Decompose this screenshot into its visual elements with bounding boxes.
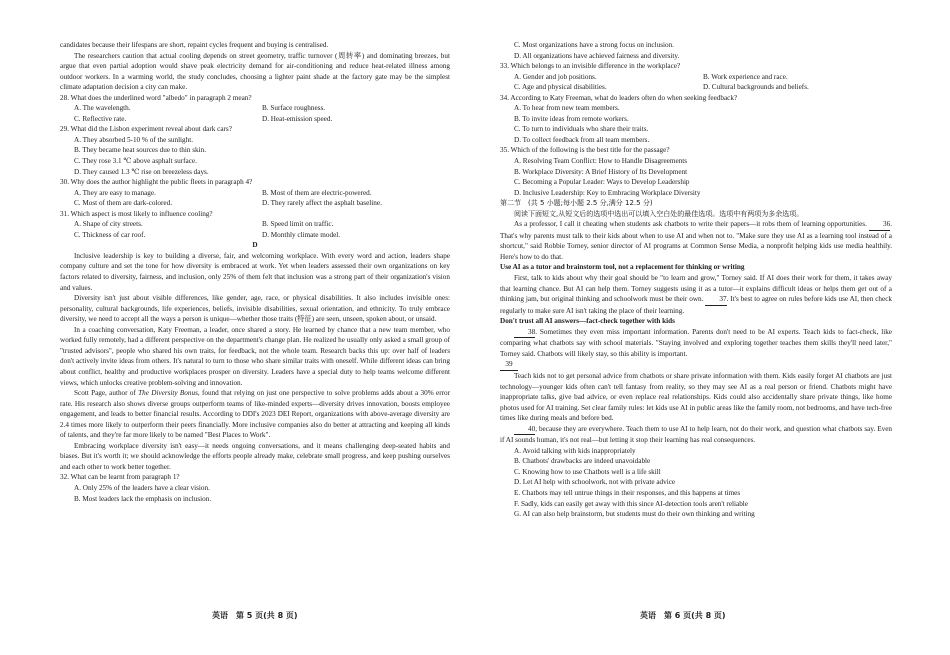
option-a: A. Shape of city streets. (74, 220, 143, 229)
question-stem: 29. What did the Lisbon experiment reveal about dark cars? (60, 125, 232, 134)
paragraph: Embracing workplace diversity isn't easy—it needs ongoing conversations, and it means challenging deep-seated habits and biases. But it's worth it; we should acknowledge the efforts people already make, celebrate small progress, and keep pushing ourselves and each other to work better together. (60, 441, 450, 471)
paragraph: The researchers caution that actual cooling depends on street geometry, traffic turnover (周转率) and dominating breezes, but argue that even partial adoption would shave peak electricity demand for air-conditioning and reduce heat-related illness among outdoor workers. In a warming world, the study concludes, choosing a lighter paint shade at the factory gate may be the simplest climate adaptation decision a city can make. (60, 51, 450, 92)
paragraph: candidates because their lifespans are short, repaint cycles frequent and buying is centralised. (60, 41, 329, 49)
blank-39-line (500, 359, 892, 371)
option-item: G. AI can also help brainstorm, but students must do their own thinking and writing (514, 510, 755, 519)
option-d: D. They rarely affect the asphalt baseline. (262, 199, 382, 208)
question-stem: 35. Which of the following is the best title for the passage? (500, 146, 670, 155)
option-c: C. Reflective rate. (74, 114, 127, 123)
right-column (500, 40, 892, 520)
paragraph: Teach kids not to get personal advice from chatbots or share private information with them. Kids easily forget AI chatbots are just technology—younger kids often can't tell fantasy from reality, so they may see AI as a real person or friend. Chatbots might have inappropriate talks, give bad advice, or even replace real relationships. Kids could also accidentally share private things, like home photos used for AI training. Set clear family rules: let kids use AI in public areas like the family room, not bedrooms, and have tech-free times like during meals and before bed. (500, 371, 892, 423)
question-stem: 28. What does the underlined word "albedo" in paragraph 2 mean? (60, 93, 252, 102)
options-list (500, 446, 892, 520)
paragraph (500, 273, 892, 316)
option-b: B. Most leaders lack the emphasis on inclusion. (74, 494, 212, 503)
question-28 (60, 93, 450, 125)
option-d: D. Cultural backgrounds and beliefs. (703, 83, 809, 92)
section-heading-d: D (252, 241, 258, 250)
question-stem: 33. Which belongs to an invisible difference in the workplace? (500, 62, 681, 71)
option-a: A. The wavelength. (74, 104, 131, 113)
option-a: A. They are easy to manage. (74, 188, 156, 197)
option-b: B. Work experience and race. (703, 72, 788, 81)
option-a: A. Resolving Team Conflict: How to Handle Disagreements (514, 157, 688, 166)
paragraph (500, 327, 892, 360)
text-run: First, talk to kids about why their goal should be "to learn and grow," Torney said. If AI does their work for them, it takes away that learning chance. But AI can help them. Torney suggests using it as a tutor—it explains difficult ideas or helps them get out of a thinking jam, but original thinking and schoolwork must be their own. (500, 274, 892, 304)
blank-38: 38 (514, 327, 535, 339)
option-c: C. To turn to individuals who share their traits. (514, 125, 649, 134)
blank-40: 40 (514, 424, 535, 436)
question-29 (60, 124, 450, 177)
text-run: . It's best to agree on rules before kids use AI, then check regularly to make sure AI isn't taking the place of their learning. (500, 295, 893, 315)
page-footer-left: 英语 第 5 页(共 8 页) (212, 611, 298, 620)
book-title: The Diversity Bonus (138, 389, 198, 398)
question-35 (500, 145, 892, 198)
page-footer-right: 英语 第 6 页(共 8 页) (640, 611, 726, 620)
question-34 (500, 93, 892, 146)
paragraph (60, 388, 450, 441)
option-d: D. Inclusive Leadership: Key to Embracing Workplace Diversity (514, 188, 701, 197)
option-item: A. Avoid talking with kids inappropriately (514, 446, 636, 455)
paragraph: In a coaching conversation, Katy Freeman, a leader, once shared a story. He learned by chance that a new team member, who worked fully remotely, had a different perspective on the department's change plan. He realized he usually only asked a small group of "trusted advisors", people who shared his own traits, for feedback, not the whole team. Research backs this up: over half of leaders don't actively invite ideas from others. It's natural to turn to those who share similar traits with oneself. While different ideas can bring about conflict, healthy and productive workplaces prosper on diversity. Leaders have a special duty to help teams welcome different views, which unlocks creative problem-solving and innovation. (60, 325, 450, 387)
option-c: C. Becoming a Popular Leader: Ways to Develop Leadership (514, 178, 690, 187)
option-b: B. Most of them are electric-powered. (262, 188, 372, 197)
option-a: A. Only 25% of the leaders have a clear vision. (74, 483, 210, 492)
option-item: C. Knowing how to use Chatbots well is a life skill (514, 467, 661, 476)
option-d: D. To collect feedback from all team members. (514, 135, 650, 144)
option-b: B. Workplace Diversity: A Brief History of Its Development (514, 167, 688, 176)
option-b: B. Speed limit on traffic. (262, 220, 334, 229)
text-run: As a professor, I call it cheating when students ask chatbots to write their papers—it robs them of learning opportunities. (514, 220, 870, 229)
blank-37: 37 (705, 294, 726, 306)
option-d: D. Monthly climate model. (262, 230, 341, 239)
left-column (60, 40, 450, 504)
option-d: D. Heat-emission speed. (262, 114, 333, 123)
option-item: F. Sadly, kids can easily get away with this since AI-detection tools aren't reliable (514, 499, 748, 508)
text-run: . Sometimes they even miss important information. Parents don't need to be AI experts. Teach kids to fact-check, like comparing what chatbots say with school materials. "Staying involved and exploring together teaches them skills they'll need later," Torney said. Chatbots will likely stay, so this ability is important. (500, 327, 892, 358)
question-stem: 34. According to Katy Freeman, what do leaders often do when seeking feedback? (500, 93, 738, 102)
option-b: B. Surface roughness. (262, 104, 326, 113)
question-31 (60, 209, 450, 241)
option-b: B. To invite ideas from remote workers. (514, 114, 629, 123)
section-instructions: 阅读下面短文,从短文后的选项中选出可以填入空白处的最佳选项。选项中有两项为多余选项。 (514, 209, 804, 218)
question-33 (500, 61, 892, 93)
option-c: C. Most of them are dark-colored. (74, 199, 172, 208)
option-c: C. Age and physical disabilities. (514, 83, 607, 92)
option-item: E. Chatbots may tell untrue things in their responses, and this happens at times (514, 488, 741, 497)
option-b: B. They became heat sources due to thin skin. (74, 146, 207, 155)
question-stem: 31. Which aspect is most likely to influence cooling? (60, 209, 213, 218)
paragraph (500, 219, 892, 262)
option-d: D. They caused 1.3 ℃ rise on breezeless days. (74, 167, 209, 176)
question-32 (60, 472, 450, 504)
option-item: D. Let AI help with schoolwork, not with private advice (514, 478, 676, 487)
question-stem: 30. Why does the author highlight the public fleets in paragraph 4? (60, 178, 253, 187)
text-run: . That's why parents must talk to their kids about when to use AI and when not to. "Make sure they use AI as a learning tool instead of a shortcut," said Robbie Torney, senior director of AI programs at Common Sense Media, a nonprofit helping kids use media healthily. Here's how to do that. (500, 220, 892, 261)
option-a: A. Gender and job positions. (514, 72, 597, 81)
question-stem: 32. What can be learnt from paragraph 1? (60, 473, 180, 482)
option-c: C. They rose 3.1 ℃ above asphalt surface. (74, 157, 197, 166)
option-a: A. To hear from new team members. (514, 104, 620, 113)
text-run: , because they are everywhere. Teach them to use AI to help learn, not do their work, and question what chatbots say. Even if AI sounds human, it's not real—but letting it stop their learning has real consequences. (500, 424, 892, 445)
question-30 (60, 177, 450, 209)
text-run: , found that relying on just one perspective to solve problems adds about a 30% error rate. His research also shows diverse groups outperform teams of like-minded experts—diversity drives innovation, boosts employee engagement, and leads to better financial results. According to DDI's 2023 DEI Report, organizations with above-average diversity are 2.4 times more likely to outperform their peers financially. More inclusive companies also do better at attracting and keeping all kinds of talents, and they're far more likely to be named "Best Places to Work". (60, 389, 450, 440)
subheading: Use AI as a tutor and brainstorm tool, not a replacement for thinking or writing (500, 263, 745, 272)
option-d: D. All organizations have achieved fairness and diversity. (514, 51, 680, 60)
blank-39: 39 (500, 359, 518, 371)
option-item: B. Chatbots' drawbacks are indeed unavoidable (514, 457, 651, 466)
paragraph: Inclusive leadership is key to building a diverse, fair, and welcoming workplace. With every word and action, leaders shape company culture and set the tone for how diversity is embraced at work. Yet when leaders assessed their own organizations on key factors related to diversity, fairness, and inclusion, only 25% of them felt that inclusion was a strong part of their organization's vision and values. (60, 251, 450, 292)
option-c: C. Most organizations have a strong focus on inclusion. (514, 41, 674, 49)
section-title: 第二节 (共 5 小题;每小题 2.5 分,满分 12.5 分) (500, 199, 653, 208)
paragraph: Diversity isn't just about visible differences, like gender, age, race, or physical disabilities. It also includes invisible ones: personality, cultural backgrounds, life experiences, beliefs, invisible disabilities, sexual orientation, and ethnicity. To truly embrace diversity, we need to accept all the ways a person is unique—whether those traits (特征) are seen, unseen, spoken about, or unsaid. (60, 294, 450, 324)
subheading: Don't trust all AI answers—fact-check together with kids (500, 317, 675, 326)
option-c: C. Thickness of car roof. (74, 230, 146, 239)
blank-36: 36 (869, 219, 890, 231)
text-run: Scott Page, author of (74, 389, 139, 398)
option-a: A. They absorbed 5-10 % of the sunlight. (74, 135, 194, 144)
paragraph (500, 424, 892, 446)
